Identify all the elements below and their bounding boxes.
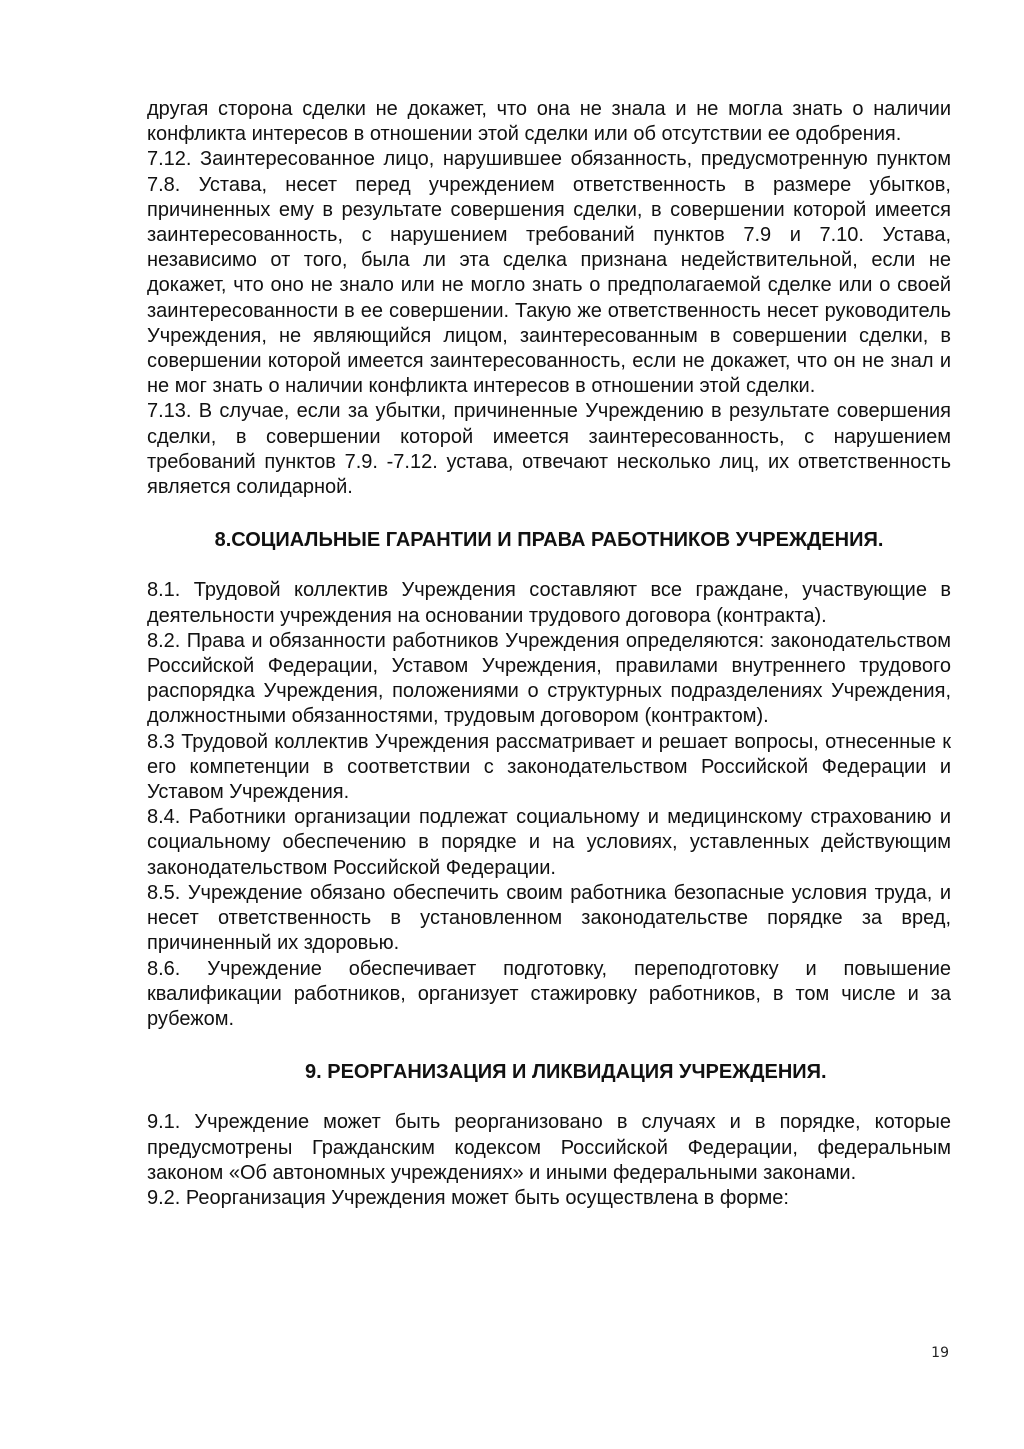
paragraph-8-4: 8.4. Работники организации подлежат социальному и медицинскому страхованию и социальному обеспечению в порядке и на условиях, уставленных действующим законодательством Российской Федерации. bbox=[147, 806, 951, 879]
page-number: 19 bbox=[931, 1345, 949, 1361]
paragraph-8-6: 8.6. Учреждение обеспечивает подготовку, переподготовку и повышение квалификации работников, организует стажировку работников, в том числе и за рубежом. bbox=[147, 957, 951, 1030]
paragraph-8-5: 8.5. Учреждение обязано обеспечить своим работника безопасные условия труда, и несет ответственность в установленном законодательстве порядке за вред, причиненный их здоровью. bbox=[147, 881, 951, 955]
paragraph-9-1: 9.1. Учреждение может быть реорганизовано в случаях и в порядке, которые предусмотрены Гражданским кодексом Российской Федерации, федеральным законом «Об автономных учреждениях» и иными федеральными законами. bbox=[147, 1111, 951, 1184]
section-8-heading: 8.СОЦИАЛЬНЫЕ ГАРАНТИИ И ПРАВА РАБОТНИКОВ УЧРЕЖДЕНИЯ. bbox=[214, 529, 884, 552]
paragraph-9-2: 9.2. Реорганизация Учреждения может быть осуществлена в форме: bbox=[147, 1186, 789, 1209]
paragraph-8-2: 8.2. Права и обязанности работников Учреждения определяются: законодательством Российской Федерации, Уставом Учреждения, правилами внутреннего трудового распорядка Учреждения, положениями о структурных подразделениях Учреждения, должностными обязанностями, трудовым договором (контрактом). bbox=[147, 629, 951, 728]
document-page bbox=[147, 97, 951, 1211]
paragraph-7-13: 7.13. В случае, если за убытки, причиненные Учреждению в результате совершения сделки, в совершении которой имеется заинтересованность, с нарушением требований пунктов 7.9. -7.12. устава, отвечают несколько лиц, их ответственность является солидарной. bbox=[147, 400, 951, 499]
paragraph-8-3: 8.3 Трудовой коллектив Учреждения рассматривает и решает вопросы, отнесенные к его компетенции в соответствии с законодательством Российской Федерации и Уставом Учреждения. bbox=[147, 730, 951, 804]
paragraph-7-11-continuation: другая сторона сделки не докажет, что она не знала и не могла знать о наличии конфликта интересов в отношении этой сделки или об отсутствии ее одобрения. bbox=[147, 98, 951, 146]
paragraph-8-1: 8.1. Трудовой коллектив Учреждения составляют все граждане, участвующие в деятельности учреждения на основании трудового договора (контракта). bbox=[147, 579, 951, 627]
section-9-heading: 9. РЕОРГАНИЗАЦИЯ И ЛИКВИДАЦИЯ УЧРЕЖДЕНИЯ. bbox=[305, 1061, 827, 1084]
paragraph-7-12: 7.12. Заинтересованное лицо, нарушившее обязанность, предусмотренную пунктом 7.8. Устава, несет перед учреждением ответственность в размере убытков, причиненных ему в результате совершения сделки, в совершении которой имеется заинтересованность, с нарушением требований пунктов 7.9 и 7.10. Устава, независимо от того, была ли эта сделка признана недействительной, если не докажет, что оно не знало или не могло знать о предполагаемой сделке или о своей заинтересованности в ее совершении. Такую же ответственность несет руководитель Учреждения, не являющийся лицом, заинтересованным в совершении сделки, в совершении которой имеется заинтересованность, если не докажет, что он не знал и не мог знать о наличии конфликта интересов в отношении этой сделки. bbox=[147, 148, 951, 398]
